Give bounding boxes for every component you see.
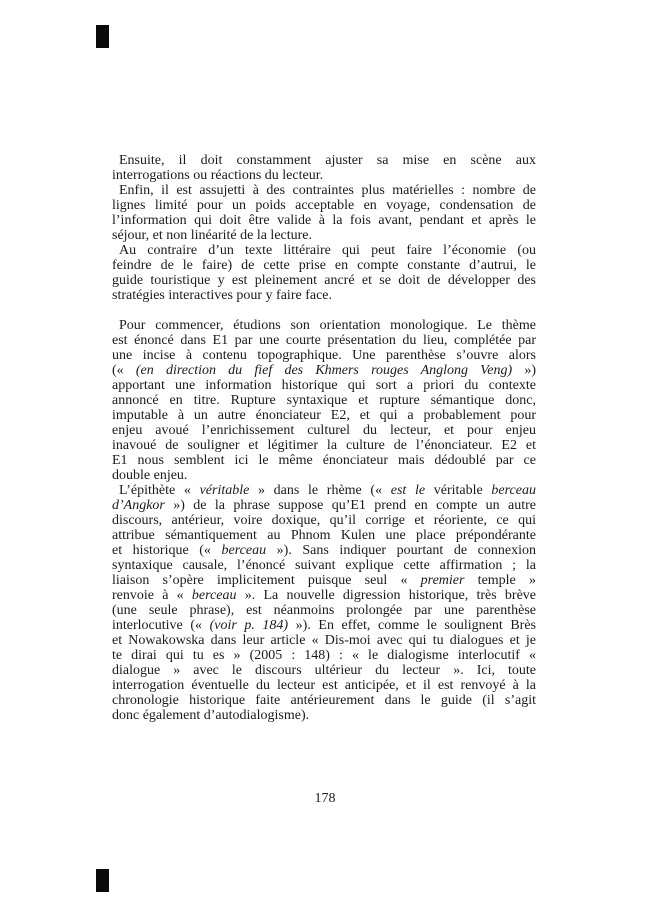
text-line <box>112 588 536 603</box>
text-line <box>112 678 536 693</box>
text-segment: interrogation éventuelle du lecteur est anticipée, et il est renvoyé à la <box>112 678 536 693</box>
scan-artifact-top <box>96 25 109 48</box>
text-segment: donc également d’autodialogisme). <box>112 708 310 723</box>
text-line <box>112 213 536 228</box>
text-segment: discours, antérieur, voire doxique, qu’il corrige et réoriente, ce qui <box>112 513 536 528</box>
text-segment: Enfin, il est assujetti à des contraintes plus matérielles : nombre de <box>119 183 536 198</box>
text-segment: Ensuite, il doit constamment ajuster sa mise en scène aux <box>119 153 536 168</box>
text-segment: l’information qui doit être valide à la fois avant, pendant et après le <box>112 213 536 228</box>
text-segment: » dans le rhème (« <box>249 483 391 498</box>
paragraph <box>112 183 536 243</box>
italic-text-segment: berceau <box>491 483 536 498</box>
text-segment: syntaxique causale, l’énoncé suivant explique cette affirmation ; la <box>112 558 536 573</box>
text-line <box>112 348 536 363</box>
text-line <box>112 573 536 588</box>
text-segment: annoncé en titre. Rupture syntaxique et rupture sémantique donc, <box>112 393 536 408</box>
text-line <box>112 693 536 708</box>
text-line <box>112 363 536 378</box>
text-line <box>112 378 536 393</box>
text-line <box>112 288 536 303</box>
text-line <box>112 633 536 648</box>
text-segment: Au contraire d’un texte littéraire qui peut faire l’économie (ou <box>119 243 536 258</box>
text-segment: Pour commencer, étudions son orientation monologique. Le thème <box>119 318 536 333</box>
text-segment: inavoué de souligner et légitimer la culture de l’énonciateur. E2 et <box>112 438 536 453</box>
text-line <box>112 648 536 663</box>
text-line <box>112 543 536 558</box>
text-line <box>112 243 536 258</box>
italic-text-segment: d’Angkor <box>112 498 165 513</box>
text-segment: chronologie historique faite antérieurement dans le guide (il s’agit <box>112 693 536 708</box>
text-segment: interrogations ou réactions du lecteur. <box>112 168 324 183</box>
text-line <box>112 663 536 678</box>
text-line <box>112 498 536 513</box>
text-segment: est énoncé dans E1 par une courte présentation du lieu, complétée par <box>112 333 536 348</box>
text-segment: liaison s’opère implicitement puisque seul « <box>112 573 421 588</box>
text-line <box>112 318 536 333</box>
text-line <box>112 453 536 468</box>
text-line <box>112 708 536 723</box>
text-line <box>112 198 536 213</box>
italic-text-segment: (en direction du fief des Khmers rouges Anglong Veng) <box>135 363 513 378</box>
text-segment: »). En effet, comme le soulignent Brès <box>288 618 536 633</box>
text-segment: attribue sémantiquement au Phnom Kulen une place prépondérante <box>112 528 536 543</box>
text-segment: temple » <box>464 573 536 588</box>
italic-text-segment: berceau <box>221 543 267 558</box>
text-segment: véritable <box>425 483 492 498</box>
italic-text-segment: berceau <box>191 588 237 603</box>
text-line <box>112 468 536 483</box>
paragraph <box>112 483 536 723</box>
text-segment: enjeu avoué l’enrichissement culturel du lecteur, et pour enjeu <box>112 423 536 438</box>
text-segment: feindre de le faire) de cette prise en compte constante d’autrui, le <box>112 258 536 273</box>
text-line <box>112 408 536 423</box>
text-segment: stratégies interactives pour y faire face. <box>112 288 333 303</box>
text-line <box>112 558 536 573</box>
text-segment: ») <box>512 363 536 378</box>
italic-text-segment: premier <box>420 573 465 588</box>
italic-text-segment: est le <box>390 483 426 498</box>
text-line <box>112 168 536 183</box>
text-segment: guide touristique y est pleinement ancré et se doit de développer des <box>112 273 536 288</box>
text-line <box>112 618 536 633</box>
paragraph <box>112 243 536 303</box>
text-segment: imputable à un autre énonciateur E2, et qui a probablement pour <box>112 408 536 423</box>
paragraph <box>112 318 536 483</box>
text-line <box>112 513 536 528</box>
text-line <box>112 438 536 453</box>
text-segment: une incise à contenu topographique. Une parenthèse s’ouvre alors <box>112 348 536 363</box>
text-segment: (une seule phrase), est néanmoins prolongée par une parenthèse <box>112 603 536 618</box>
text-segment: et Nowakowska dans leur article « Dis-moi avec qui tu dialogues et je <box>112 633 536 648</box>
text-segment: renvoie à « <box>112 588 192 603</box>
scan-artifact-bottom <box>96 869 109 892</box>
text-line <box>112 183 536 198</box>
text-line <box>112 423 536 438</box>
text-segment: te dirai qui tu es » (2005 : 148) : « le dialogisme interlocutif « <box>112 648 536 663</box>
text-segment: (« <box>112 363 136 378</box>
text-segment: et historique (« <box>112 543 222 558</box>
text-line <box>112 393 536 408</box>
text-segment: séjour, et non linéarité de la lecture. <box>112 228 313 243</box>
text-line <box>112 603 536 618</box>
text-segment: lignes limité pour un poids acceptable en voyage, condensation de <box>112 198 536 213</box>
text-line <box>112 258 536 273</box>
italic-text-segment: véritable <box>199 483 250 498</box>
text-segment: E1 nous semblent ici le même énonciateur mais dédoublé par ce <box>112 453 536 468</box>
italic-text-segment: (voir p. 184) <box>209 618 289 633</box>
text-line <box>112 228 536 243</box>
text-segment: ». La nouvelle digression historique, très brève <box>236 588 536 603</box>
text-line <box>112 333 536 348</box>
text-line <box>112 153 536 168</box>
text-segment: L’épithète « <box>119 483 200 498</box>
text-segment: »). Sans indiquer pourtant de connexion <box>266 543 536 558</box>
text-line <box>112 483 536 498</box>
text-segment: dialogue » avec le discours ultérieur du lecteur ». Ici, toute <box>112 663 536 678</box>
text-block <box>112 153 536 723</box>
page-number: 178 <box>314 791 336 806</box>
text-segment: interlocutive (« <box>112 618 210 633</box>
paragraph <box>112 153 536 183</box>
text-segment: apportant une information historique qui sort a priori du contexte <box>112 378 536 393</box>
text-segment: double enjeu. <box>112 468 188 483</box>
text-segment: ») de la phrase suppose qu’E1 prend en compte un autre <box>164 498 536 513</box>
text-line <box>112 528 536 543</box>
text-line <box>112 273 536 288</box>
